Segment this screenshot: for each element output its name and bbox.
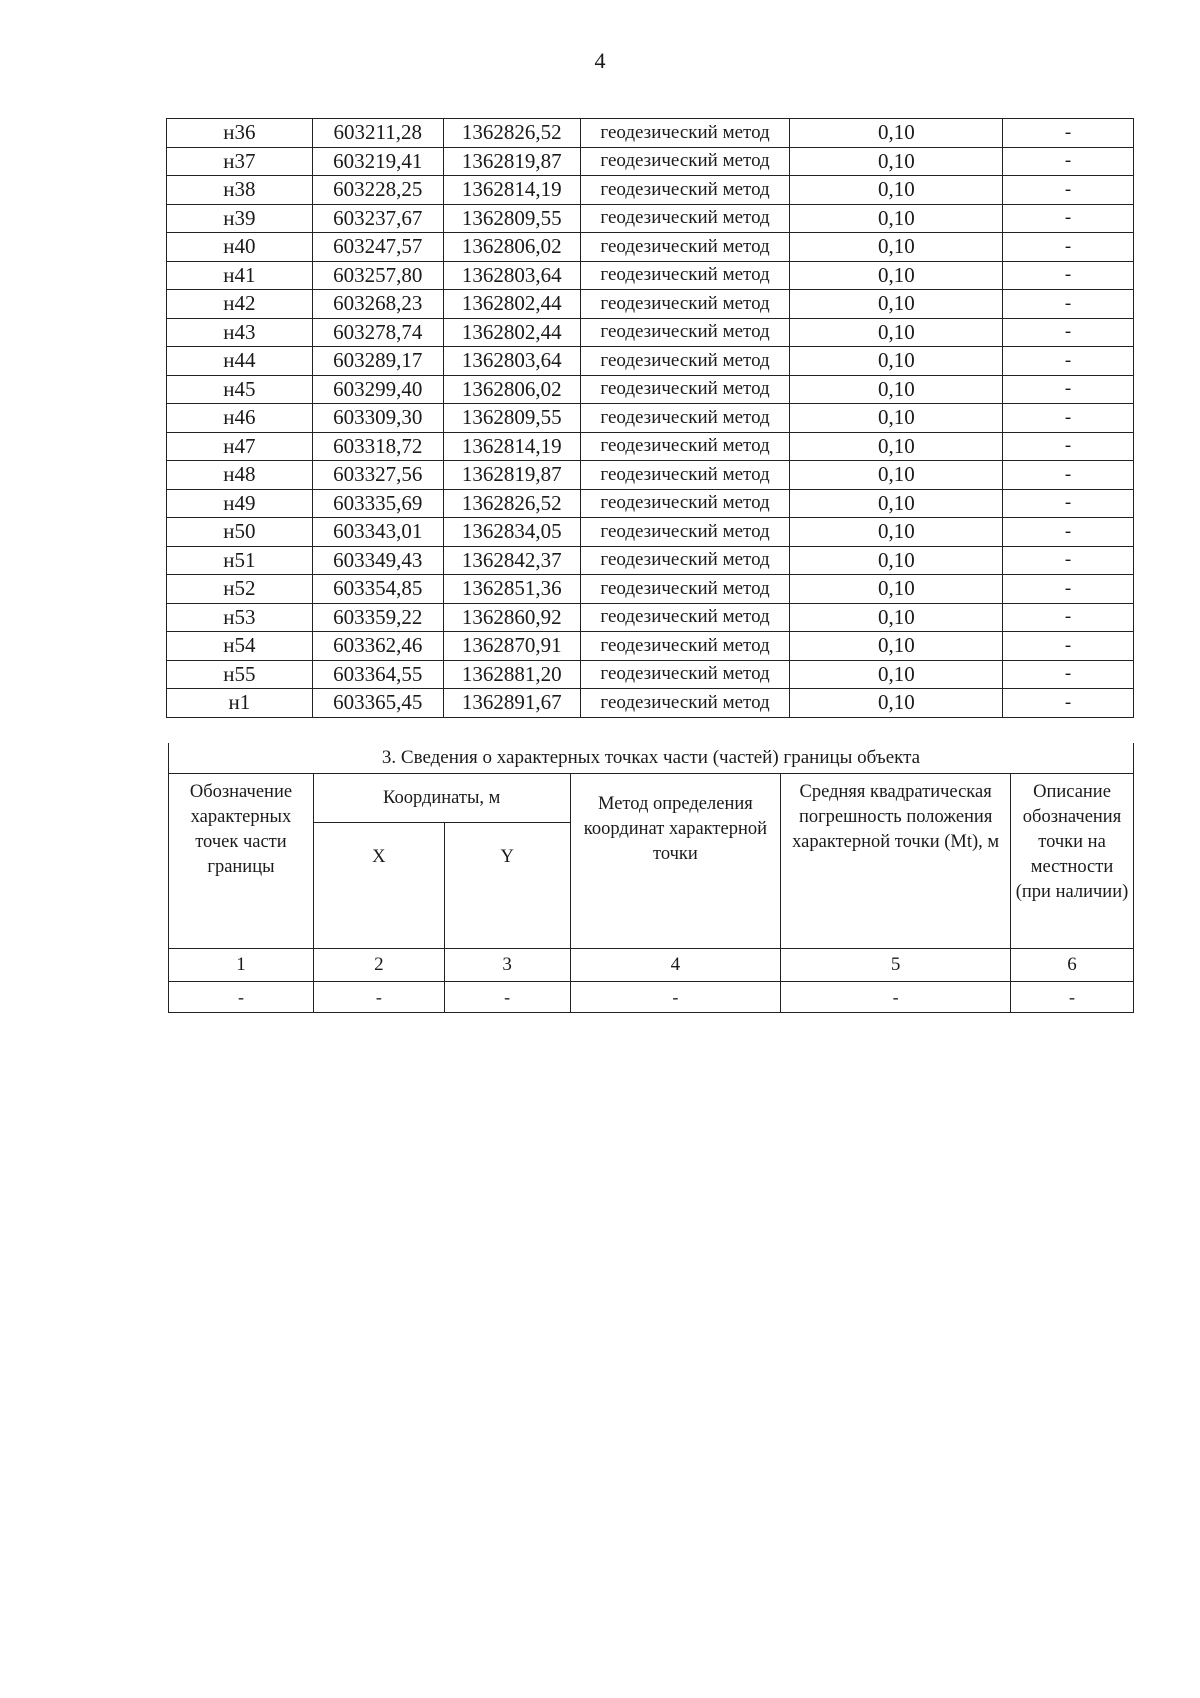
x-coordinate-cell: 603354,85 [312,575,443,604]
table-row [167,375,1134,404]
y-coordinate-cell: 1362860,92 [443,603,580,632]
empty-cell: - [444,982,570,1013]
header-accuracy: Средняя квадратическая погрешность положения характерной точки (Mt), м [781,774,1011,949]
x-coordinate-cell: 603289,17 [312,347,443,376]
point-name-cell: н45 [167,375,313,404]
description-cell: - [1003,660,1134,689]
description-cell: - [1003,290,1134,319]
x-coordinate-cell: 603219,41 [312,147,443,176]
point-name-cell: н42 [167,290,313,319]
point-name-cell: н52 [167,575,313,604]
x-coordinate-cell: 603362,46 [312,632,443,661]
x-coordinate-cell: 603349,43 [312,546,443,575]
x-coordinate-cell: 603309,30 [312,404,443,433]
description-cell: - [1003,347,1134,376]
point-name-cell: н39 [167,204,313,233]
x-coordinate-cell: 603247,57 [312,233,443,262]
method-cell: геодезический метод [580,404,790,433]
table-row [167,290,1134,319]
description-cell: - [1003,318,1134,347]
method-cell: геодезический метод [580,119,790,148]
description-cell: - [1003,489,1134,518]
point-name-cell: н48 [167,461,313,490]
accuracy-cell: 0,10 [790,575,1003,604]
y-coordinate-cell: 1362814,19 [443,176,580,205]
method-cell: геодезический метод [580,290,790,319]
column-number: 2 [313,949,444,982]
method-cell: геодезический метод [580,233,790,262]
method-cell: геодезический метод [580,375,790,404]
accuracy-cell: 0,10 [790,660,1003,689]
table-row [167,147,1134,176]
x-coordinate-cell: 603335,69 [312,489,443,518]
point-name-cell: н44 [167,347,313,376]
description-cell: - [1003,689,1134,718]
accuracy-cell: 0,10 [790,147,1003,176]
empty-data-row [169,982,1134,1013]
accuracy-cell: 0,10 [790,290,1003,319]
table-row [167,546,1134,575]
empty-cell: - [313,982,444,1013]
point-name-cell: н55 [167,660,313,689]
point-name-cell: н54 [167,632,313,661]
table-row [167,204,1134,233]
empty-cell: - [169,982,314,1013]
method-cell: геодезический метод [580,147,790,176]
method-cell: геодезический метод [580,689,790,718]
method-cell: геодезический метод [580,575,790,604]
description-cell: - [1003,176,1134,205]
accuracy-cell: 0,10 [790,432,1003,461]
description-cell: - [1003,261,1134,290]
description-cell: - [1003,233,1134,262]
x-coordinate-cell: 603365,45 [312,689,443,718]
header-designation: Обозначение характерных точек части границы [169,774,314,949]
description-cell: - [1003,546,1134,575]
accuracy-cell: 0,10 [790,689,1003,718]
method-cell: геодезический метод [580,204,790,233]
y-coordinate-cell: 1362802,44 [443,290,580,319]
boundary-part-points-table [168,773,1134,1013]
column-number: 6 [1011,949,1134,982]
header-description: Описание обозначения точки на местности (при наличии) [1011,774,1134,949]
accuracy-cell: 0,10 [790,318,1003,347]
table-row [167,404,1134,433]
accuracy-cell: 0,10 [790,261,1003,290]
y-coordinate-cell: 1362806,02 [443,375,580,404]
accuracy-cell: 0,10 [790,632,1003,661]
table-row [167,347,1134,376]
column-number: 3 [444,949,570,982]
accuracy-cell: 0,10 [790,233,1003,262]
table-row [167,489,1134,518]
x-coordinate-cell: 603327,56 [312,461,443,490]
header-coordinates: Координаты, м [313,774,570,823]
description-cell: - [1003,461,1134,490]
point-name-cell: н41 [167,261,313,290]
description-cell: - [1003,375,1134,404]
accuracy-cell: 0,10 [790,119,1003,148]
description-cell: - [1003,432,1134,461]
section-3-title: 3. Сведения о характерных точках части (частей) границы объекта [168,743,1134,773]
point-name-cell: н43 [167,318,313,347]
y-coordinate-cell: 1362809,55 [443,204,580,233]
method-cell: геодезический метод [580,432,790,461]
table-row [167,176,1134,205]
point-name-cell: н46 [167,404,313,433]
y-coordinate-cell: 1362809,55 [443,404,580,433]
x-coordinate-cell: 603343,01 [312,518,443,547]
y-coordinate-cell: 1362842,37 [443,546,580,575]
empty-cell: - [1011,982,1134,1013]
table-row [167,518,1134,547]
point-name-cell: н37 [167,147,313,176]
table-row [167,119,1134,148]
table-row [167,660,1134,689]
empty-cell: - [570,982,781,1013]
table-row [167,261,1134,290]
y-coordinate-cell: 1362851,36 [443,575,580,604]
x-coordinate-cell: 603211,28 [312,119,443,148]
accuracy-cell: 0,10 [790,347,1003,376]
header-y: Y [444,823,570,949]
accuracy-cell: 0,10 [790,404,1003,433]
description-cell: - [1003,518,1134,547]
table-row [167,233,1134,262]
x-coordinate-cell: 603237,67 [312,204,443,233]
accuracy-cell: 0,10 [790,546,1003,575]
table-row [167,575,1134,604]
y-coordinate-cell: 1362803,64 [443,347,580,376]
description-cell: - [1003,119,1134,148]
accuracy-cell: 0,10 [790,375,1003,404]
table-row [167,689,1134,718]
table-row [167,603,1134,632]
method-cell: геодезический метод [580,546,790,575]
page-number: 4 [594,48,606,73]
description-cell: - [1003,404,1134,433]
table-row [167,632,1134,661]
point-name-cell: н36 [167,119,313,148]
header-x: X [313,823,444,949]
table-row [167,318,1134,347]
method-cell: геодезический метод [580,261,790,290]
table-row [167,461,1134,490]
x-coordinate-cell: 603228,25 [312,176,443,205]
method-cell: геодезический метод [580,489,790,518]
description-cell: - [1003,632,1134,661]
method-cell: геодезический метод [580,461,790,490]
method-cell: геодезический метод [580,318,790,347]
x-coordinate-cell: 603257,80 [312,261,443,290]
y-coordinate-cell: 1362806,02 [443,233,580,262]
column-number: 4 [570,949,781,982]
y-coordinate-cell: 1362834,05 [443,518,580,547]
header-row-1 [169,774,1134,823]
header-method: Метод определения координат характерной точки [570,774,781,949]
table-row [167,432,1134,461]
point-name-cell: н38 [167,176,313,205]
description-cell: - [1003,575,1134,604]
point-name-cell: н49 [167,489,313,518]
y-coordinate-cell: 1362803,64 [443,261,580,290]
column-number: 5 [781,949,1011,982]
point-name-cell: н40 [167,233,313,262]
method-cell: геодезический метод [580,660,790,689]
y-coordinate-cell: 1362826,52 [443,489,580,518]
y-coordinate-cell: 1362826,52 [443,119,580,148]
description-cell: - [1003,147,1134,176]
x-coordinate-cell: 603278,74 [312,318,443,347]
accuracy-cell: 0,10 [790,603,1003,632]
method-cell: геодезический метод [580,347,790,376]
point-name-cell: н53 [167,603,313,632]
coordinates-table [166,118,1134,718]
point-name-cell: н50 [167,518,313,547]
point-name-cell: н47 [167,432,313,461]
x-coordinate-cell: 603364,55 [312,660,443,689]
point-name-cell: н1 [167,689,313,718]
accuracy-cell: 0,10 [790,204,1003,233]
method-cell: геодезический метод [580,518,790,547]
description-cell: - [1003,204,1134,233]
method-cell: геодезический метод [580,176,790,205]
coordinates-table-body [167,119,1134,718]
empty-cell: - [781,982,1011,1013]
y-coordinate-cell: 1362881,20 [443,660,580,689]
x-coordinate-cell: 603318,72 [312,432,443,461]
accuracy-cell: 0,10 [790,176,1003,205]
column-numbers-row [169,949,1134,982]
description-cell: - [1003,603,1134,632]
y-coordinate-cell: 1362870,91 [443,632,580,661]
method-cell: геодезический метод [580,603,790,632]
y-coordinate-cell: 1362814,19 [443,432,580,461]
x-coordinate-cell: 603359,22 [312,603,443,632]
y-coordinate-cell: 1362819,87 [443,461,580,490]
column-number: 1 [169,949,314,982]
y-coordinate-cell: 1362819,87 [443,147,580,176]
method-cell: геодезический метод [580,632,790,661]
x-coordinate-cell: 603268,23 [312,290,443,319]
x-coordinate-cell: 603299,40 [312,375,443,404]
accuracy-cell: 0,10 [790,489,1003,518]
y-coordinate-cell: 1362802,44 [443,318,580,347]
y-coordinate-cell: 1362891,67 [443,689,580,718]
accuracy-cell: 0,10 [790,518,1003,547]
accuracy-cell: 0,10 [790,461,1003,490]
point-name-cell: н51 [167,546,313,575]
